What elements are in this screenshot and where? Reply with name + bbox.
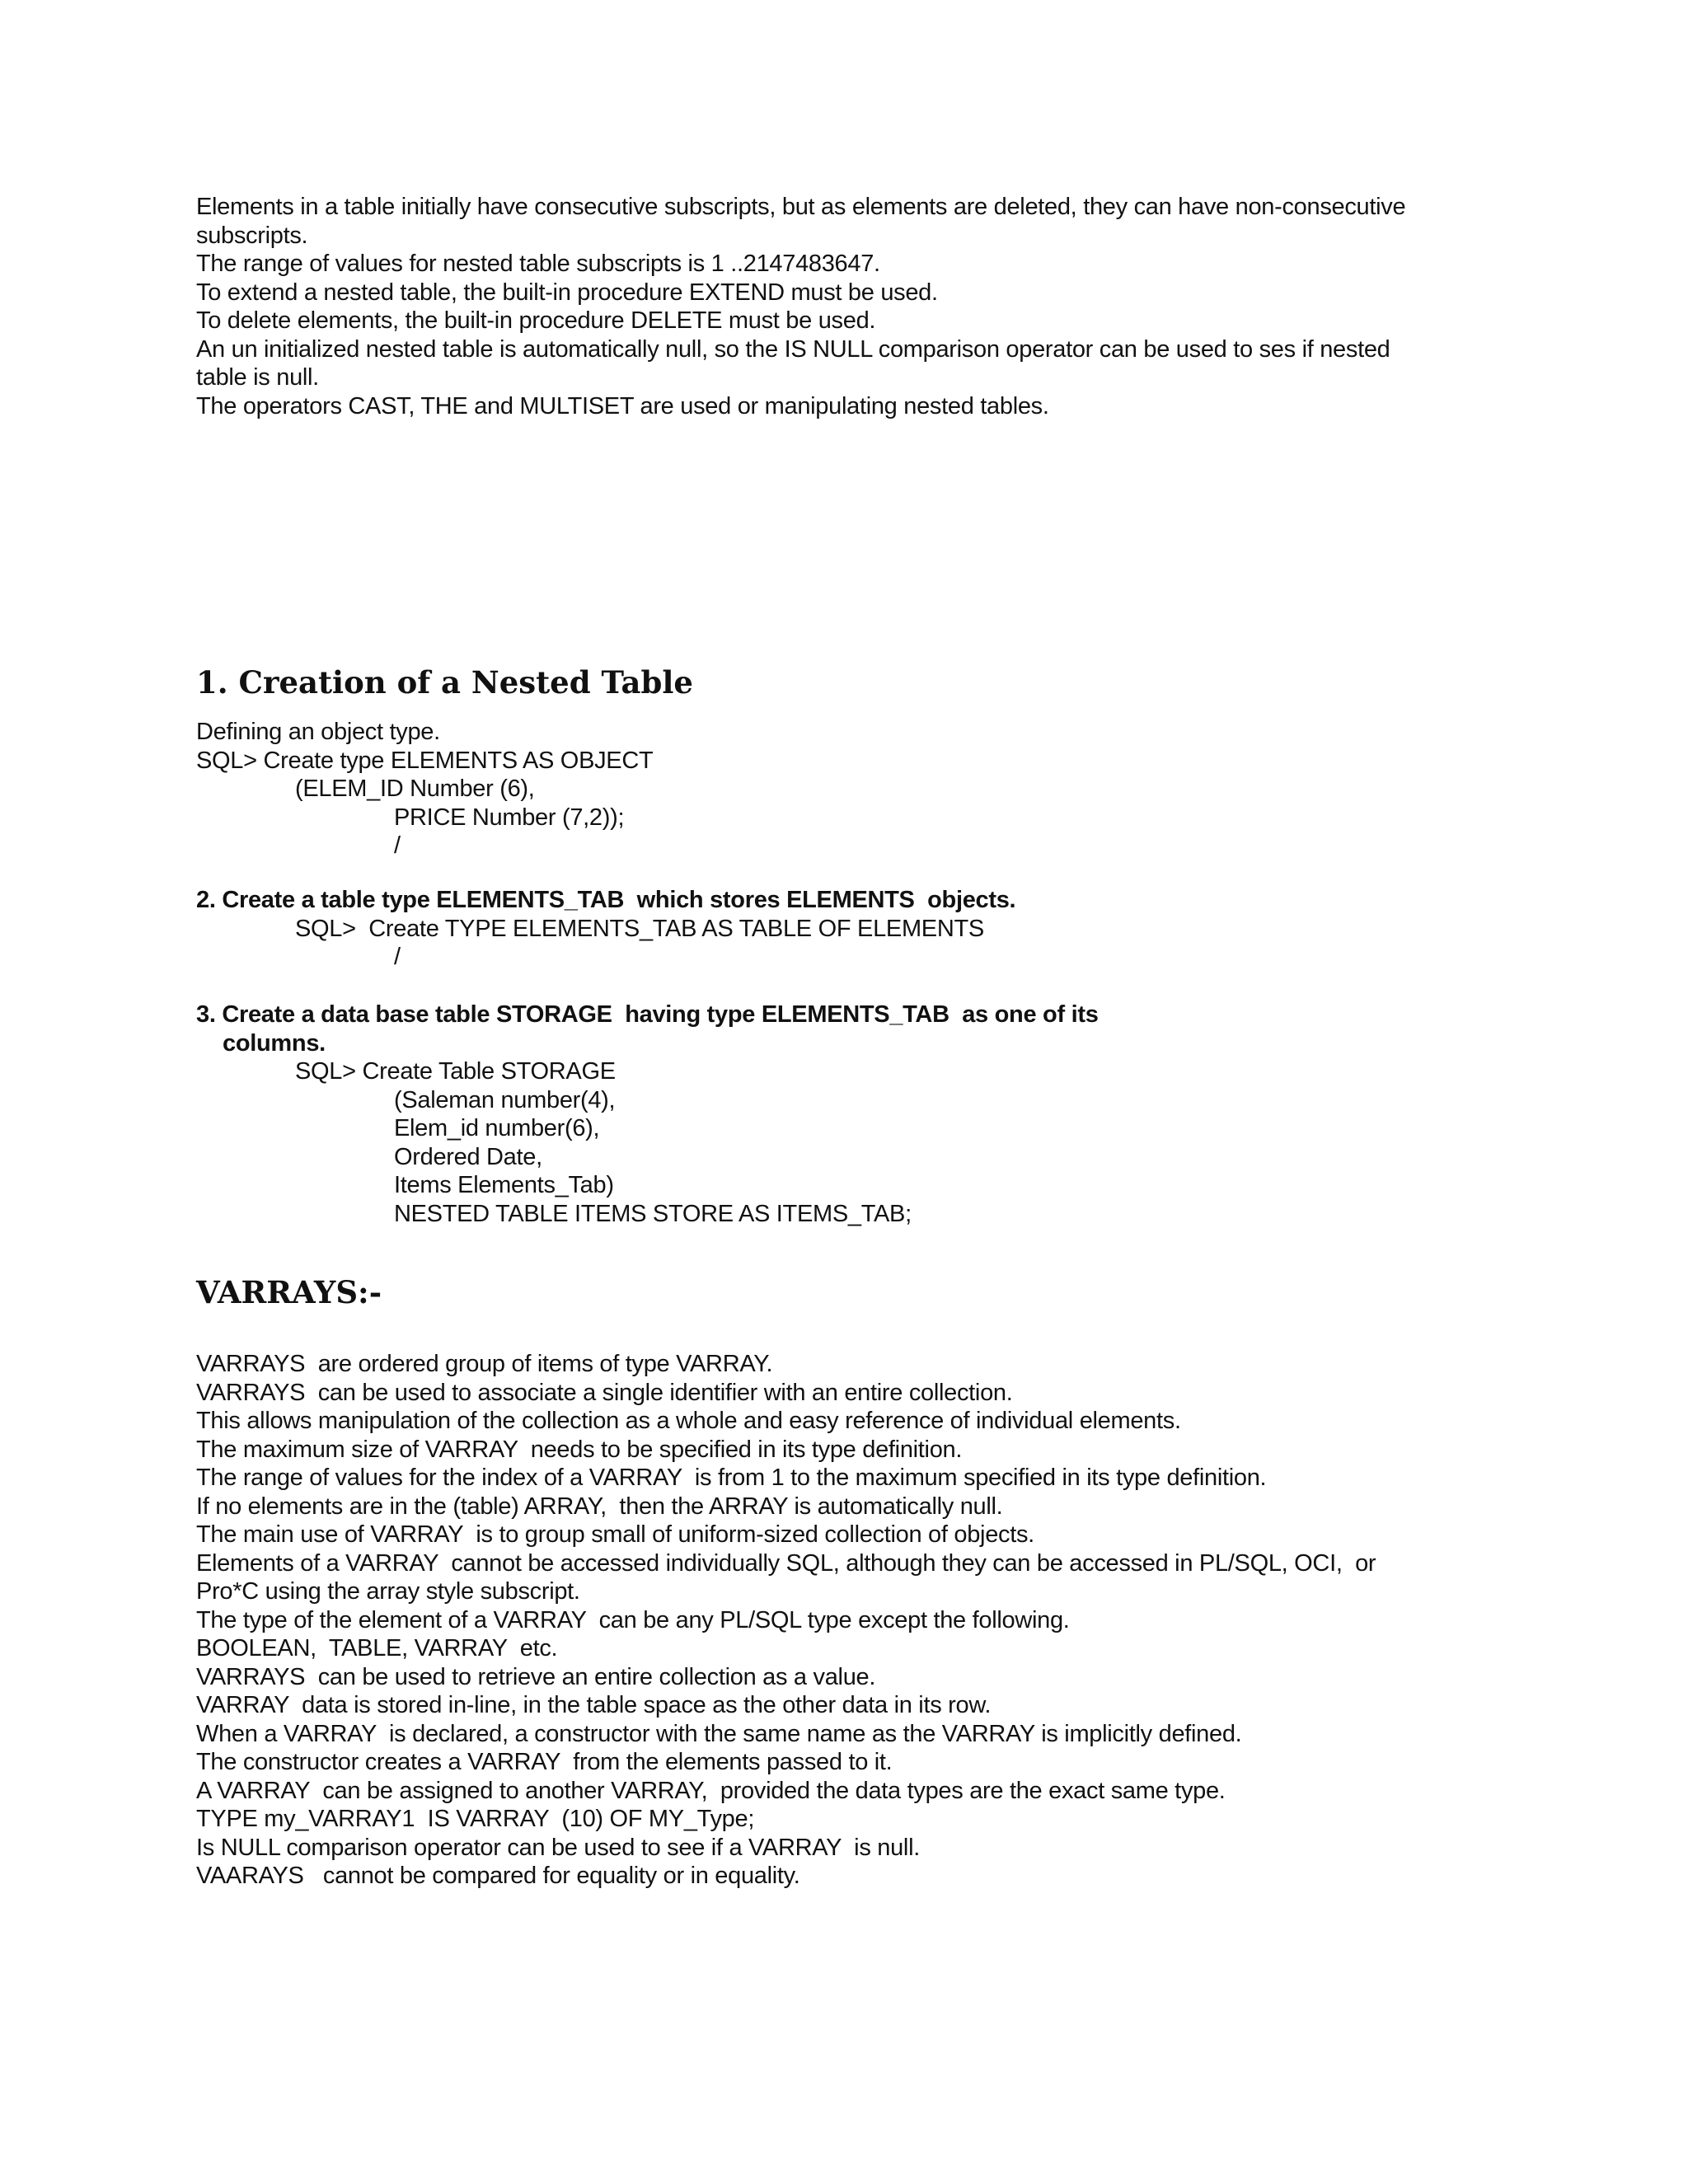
varrays-line: A VARRAY can be assigned to another VARRAY, provided the data types are the exact same type. [196, 1777, 1226, 1804]
section-create-table-type [196, 886, 1498, 972]
section2-line: SQL> Create TYPE ELEMENTS_TAB AS TABLE OF ELEMENTS [295, 915, 984, 942]
varrays-heading: VARRAYS:- [196, 1274, 382, 1310]
intro-line: To extend a nested table, the built-in procedure EXTEND must be used. [196, 279, 938, 306]
section3-line: NESTED TABLE ITEMS STORE AS ITEMS_TAB; [394, 1200, 912, 1227]
section3-line: SQL> Create Table STORAGE [295, 1058, 616, 1085]
varrays-line: Pro*C using the array style subscript. [196, 1578, 580, 1605]
section1-line: SQL> Create type ELEMENTS AS OBJECT [196, 747, 654, 774]
section3-line: Elem_id number(6), [394, 1115, 600, 1141]
section-creation-nested-table [196, 664, 1498, 701]
section2-line: / [394, 944, 401, 970]
varrays-body [196, 1350, 1498, 1891]
varrays-heading-block [196, 1274, 1498, 1310]
varrays-line: If no elements are in the (table) ARRAY, then the ARRAY is automatically null. [196, 1493, 1003, 1520]
varrays-line: This allows manipulation of the collection as a whole and easy reference of individual elements. [196, 1408, 1181, 1434]
section1-line: Defining an object type. [196, 719, 440, 745]
varrays-line: VARRAYS can be used to associate a single identifier with an entire collection. [196, 1379, 1013, 1406]
intro-line: The range of values for nested table subscripts is 1 ..2147483647. [196, 251, 880, 277]
varrays-line: VAARAYS cannot be compared for equality or in equality. [196, 1863, 800, 1889]
varrays-line: Elements of a VARRAY cannot be accessed individually SQL, although they can be accessed in PL/SQL, OCI, or [196, 1549, 1376, 1577]
varrays-line: VARRAY data is stored in-line, in the table space as the other data in its row. [196, 1692, 992, 1718]
intro-line: Elements in a table initially have consecutive subscripts, but as elements are deleted, they can have non-consecutive [196, 194, 1406, 220]
section1-code [196, 718, 1498, 860]
varrays-line: When a VARRAY is declared, a constructor with the same name as the VARRAY is implicitly defined. [196, 1720, 1242, 1747]
varrays-line: The range of values for the index of a VARRAY is from 1 to the maximum specified in its type definition. [196, 1465, 1267, 1491]
varrays-line: BOOLEAN, TABLE, VARRAY etc. [196, 1635, 558, 1661]
intro-block [196, 193, 1498, 420]
intro-line: An un initialized nested table is automatically null, so the IS NULL comparison operator can be used to ses if nested [196, 335, 1390, 363]
section-heading: 1. Creation of a Nested Table [196, 664, 693, 701]
varrays-line: The type of the element of a VARRAY can be any PL/SQL type except the following. [196, 1606, 1070, 1633]
intro-line: The operators CAST, THE and MULTISET are used or manipulating nested tables. [196, 392, 1049, 419]
intro-line: To delete elements, the built-in procedure DELETE must be used. [196, 307, 876, 334]
section1-line: / [394, 832, 401, 859]
varrays-line: The main use of VARRAY is to group small of uniform-sized collection of objects. [196, 1521, 1034, 1548]
varrays-line: TYPE my_VARRAY1 IS VARRAY (10) OF MY_Type; [196, 1806, 755, 1832]
intro-line: table is null. [196, 364, 319, 391]
section-subheading-continued: columns. [223, 1029, 326, 1057]
varrays-line: The constructor creates a VARRAY from the elements passed to it. [196, 1749, 893, 1775]
varrays-line: VARRAYS are ordered group of items of type VARRAY. [196, 1351, 773, 1377]
section1-line: PRICE Number (7,2)); [394, 804, 625, 831]
section-subheading: 3. Create a data base table STORAGE having type ELEMENTS_TAB as one of its [196, 1001, 1099, 1028]
section3-line: Ordered Date, [394, 1143, 542, 1170]
varrays-line: Is NULL comparison operator can be used to see if a VARRAY is null. [196, 1834, 920, 1861]
section3-line: Items Elements_Tab) [394, 1172, 614, 1198]
section-subheading: 2. Create a table type ELEMENTS_TAB which stores ELEMENTS objects. [196, 887, 1016, 913]
varrays-line: The maximum size of VARRAY needs to be specified in its type definition. [196, 1436, 963, 1463]
section-create-storage-table [196, 1001, 1498, 1228]
section3-line: (Saleman number(4), [394, 1086, 616, 1113]
varrays-line: VARRAYS can be used to retrieve an entire collection as a value. [196, 1663, 876, 1690]
section1-line: (ELEM_ID Number (6), [295, 776, 535, 802]
intro-line: subscripts. [196, 222, 308, 249]
